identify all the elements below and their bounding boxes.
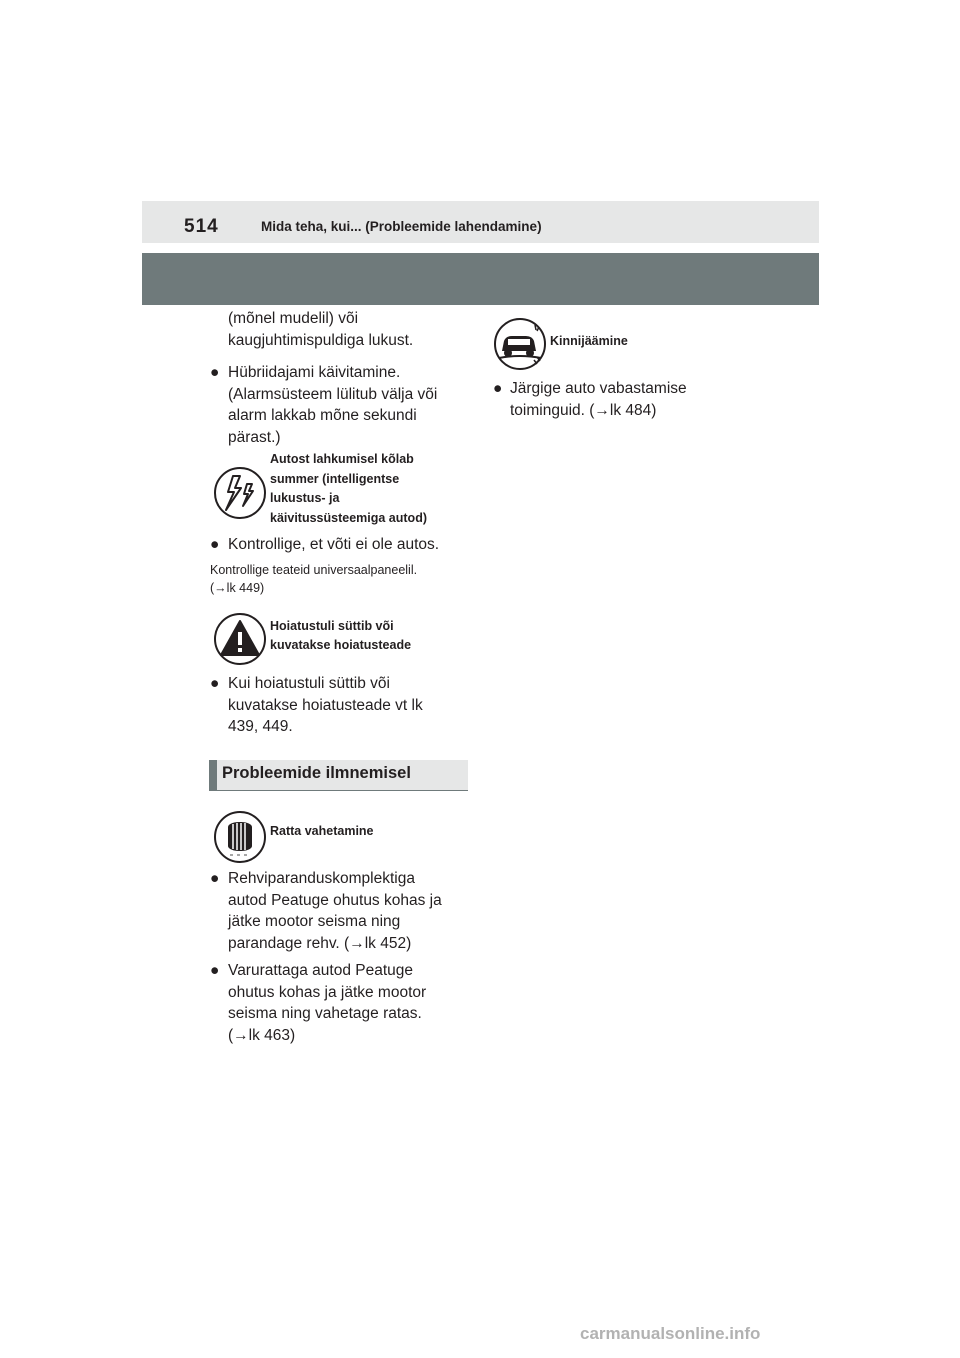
bullet-marker: ● xyxy=(210,364,220,381)
bullet-marker: ● xyxy=(210,870,220,887)
warning-triangle-icon xyxy=(213,612,267,666)
continuation-line-2: kaugjuhtimispuldiga lukust. xyxy=(228,332,414,349)
bullet-spare-line-3: seisma ning vahetage ratas. xyxy=(228,1005,422,1022)
bullet-spare-line-2: ohutus kohas ja jätke mootor xyxy=(228,984,427,1001)
bullet-repair-line-3: jätke mootor seisma ning xyxy=(228,913,401,930)
bullet-warning-line-2: kuvatakse hoiatusteade vt lk xyxy=(228,697,423,714)
note-line-1: Kontrollige teateid universaalpaneelil. xyxy=(210,563,418,577)
bullet-hybrid-line-3: alarm lakkab mõne sekundi xyxy=(228,407,417,424)
bullet-repair-line-1: Rehviparanduskomplektiga xyxy=(228,870,415,887)
bullet-repair-line-4: parandage rehv. (→lk 452) xyxy=(228,935,412,952)
bullet-hybrid-line-4: pärast.) xyxy=(228,429,281,446)
icon-warning-label-1: Hoiatustuli süttib või xyxy=(270,619,394,633)
bullet-repair-line-2: autod Peatuge ohutus kohas ja xyxy=(228,892,442,909)
icon-buzzer-label-4: käivitussüsteemiga autod) xyxy=(270,511,427,525)
bullet-marker: ● xyxy=(210,536,220,553)
bullet-marker: ● xyxy=(210,962,220,979)
bullet-stuck-line-1: Järgige auto vabastamise xyxy=(510,380,687,397)
icon-buzzer-label-3: lukustus- ja xyxy=(270,491,340,505)
bullet-spare-line-4: (→lk 463) xyxy=(228,1027,296,1044)
icon-tire-label: Ratta vahetamine xyxy=(270,824,374,838)
note-line-2: (→lk 449) xyxy=(210,581,265,595)
bullet-key-text: Kontrollige, et võti ei ole autos. xyxy=(228,536,440,553)
page-header-title: Mida teha, kui... (Probleemide lahendamine) xyxy=(261,219,542,234)
bullet-stuck-line-2: toiminguid. (→lk 484) xyxy=(510,402,657,419)
page-number: 514 xyxy=(184,216,219,237)
section-heading: Probleemide ilmnemisel xyxy=(222,764,411,782)
icon-stuck-label: Kinnijäämine xyxy=(550,334,628,348)
bullet-warning-line-1: Kui hoiatustuli süttib või xyxy=(228,675,390,692)
icon-warning-label-2: kuvatakse hoiatusteade xyxy=(270,638,412,652)
footer-watermark[interactable]: carmanualsonline.info xyxy=(580,1324,761,1343)
header-band xyxy=(142,253,819,305)
icon-buzzer-label-2: summer (intelligentse xyxy=(270,472,400,486)
bullet-warning-line-3: 439, 449. xyxy=(228,718,293,735)
continuation-line-1: (mõnel mudelil) või xyxy=(228,310,359,327)
bullet-hybrid-line-2: (Alarmsüsteem lülitub välja või xyxy=(228,386,438,403)
buzzer-sound-icon xyxy=(213,466,267,520)
tire-icon xyxy=(213,810,267,864)
bullet-marker: ● xyxy=(210,675,220,692)
car-stuck-icon xyxy=(493,317,547,371)
icon-buzzer-label-1: Autost lahkumisel kõlab xyxy=(270,452,414,466)
bullet-hybrid-line-1: Hübriidajami käivitamine. xyxy=(228,364,401,381)
bullet-spare-line-1: Varurattaga autod Peatuge xyxy=(228,962,413,979)
bullet-marker: ● xyxy=(493,380,503,397)
